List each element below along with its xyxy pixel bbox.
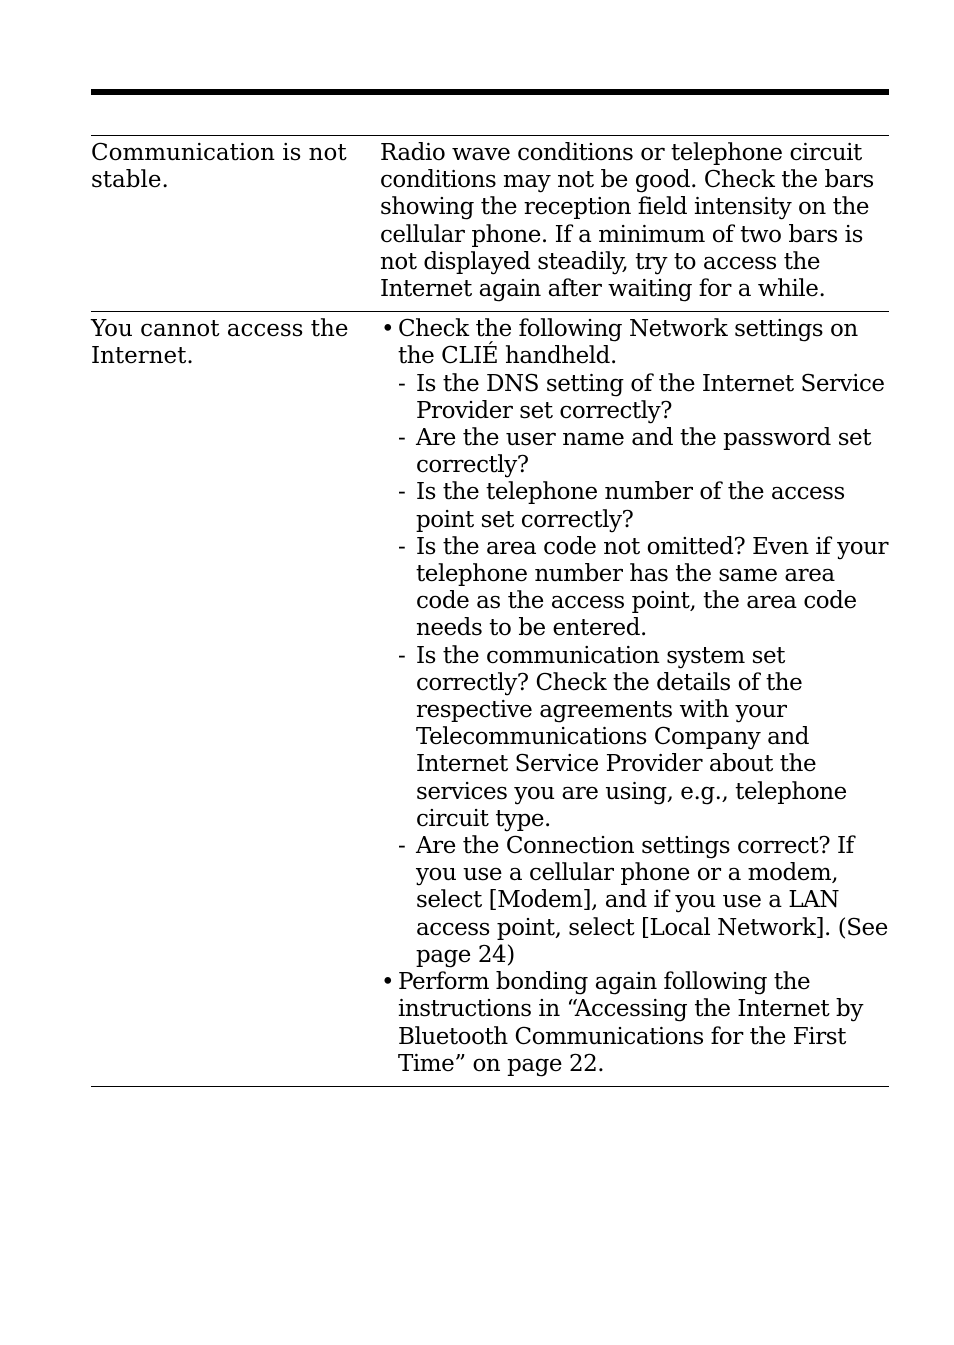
dash-icon: - <box>398 642 406 669</box>
bullet-text: Perform bonding again following the instructions in “Accessing the Internet by Bluetooth Communications for the First Time” on page 22. <box>398 969 863 1077</box>
bullet-icon: • <box>381 969 395 996</box>
sub-item <box>380 534 889 643</box>
sub-item <box>380 425 889 479</box>
sub-text: Is the DNS setting of the Internet Service Provider set correctly? <box>416 370 885 424</box>
sub-item <box>380 479 889 533</box>
remedy-cell <box>380 316 889 1078</box>
sub-text: Is the communication system set correctly? Check the details of the respective agreements with your Telecommunications Company and Internet Service Provider about the services you are using, e.g., telephone circuit type. <box>416 642 847 832</box>
symptom-cell: You cannot access the Internet. <box>91 316 349 370</box>
sub-item <box>380 371 889 425</box>
dash-icon: - <box>398 833 406 860</box>
dash-icon: - <box>398 370 406 397</box>
troubleshooting-table <box>91 135 889 1087</box>
sub-text: Is the telephone number of the access point set correctly? <box>416 479 845 533</box>
dash-icon: - <box>398 479 406 506</box>
symptom-cell: Communication is not stable. <box>91 140 347 194</box>
bullet-text: Check the following Network settings on the CLIÉ handheld. <box>398 316 858 370</box>
sub-text: Is the area code not omitted? Even if your telephone number has the same area code as the access point, the area code needs to be entered. <box>416 533 889 642</box>
bullet-item <box>380 969 889 1078</box>
bullet-item <box>380 316 889 370</box>
table-row <box>91 135 889 311</box>
dash-icon: - <box>398 533 406 560</box>
table-row <box>91 311 889 1087</box>
sub-text: Are the Connection settings correct? If you use a cellular phone or a modem, select [Modem], and if you use a LAN access point, select [Local Network]. (See page 24) <box>416 833 888 968</box>
header-rule <box>91 89 889 95</box>
sub-item <box>380 643 889 833</box>
remedy-cell: Radio wave conditions or telephone circuit conditions may not be good. Check the bars showing the reception field intensity on the cellular phone. If a minimum of two bars is not displayed steadily, try to access the Internet again after waiting for a while. <box>380 140 874 303</box>
bullet-icon: • <box>381 316 395 343</box>
dash-icon: - <box>398 425 406 452</box>
sub-item <box>380 833 889 969</box>
sub-text: Are the user name and the password set correctly? <box>416 425 871 479</box>
